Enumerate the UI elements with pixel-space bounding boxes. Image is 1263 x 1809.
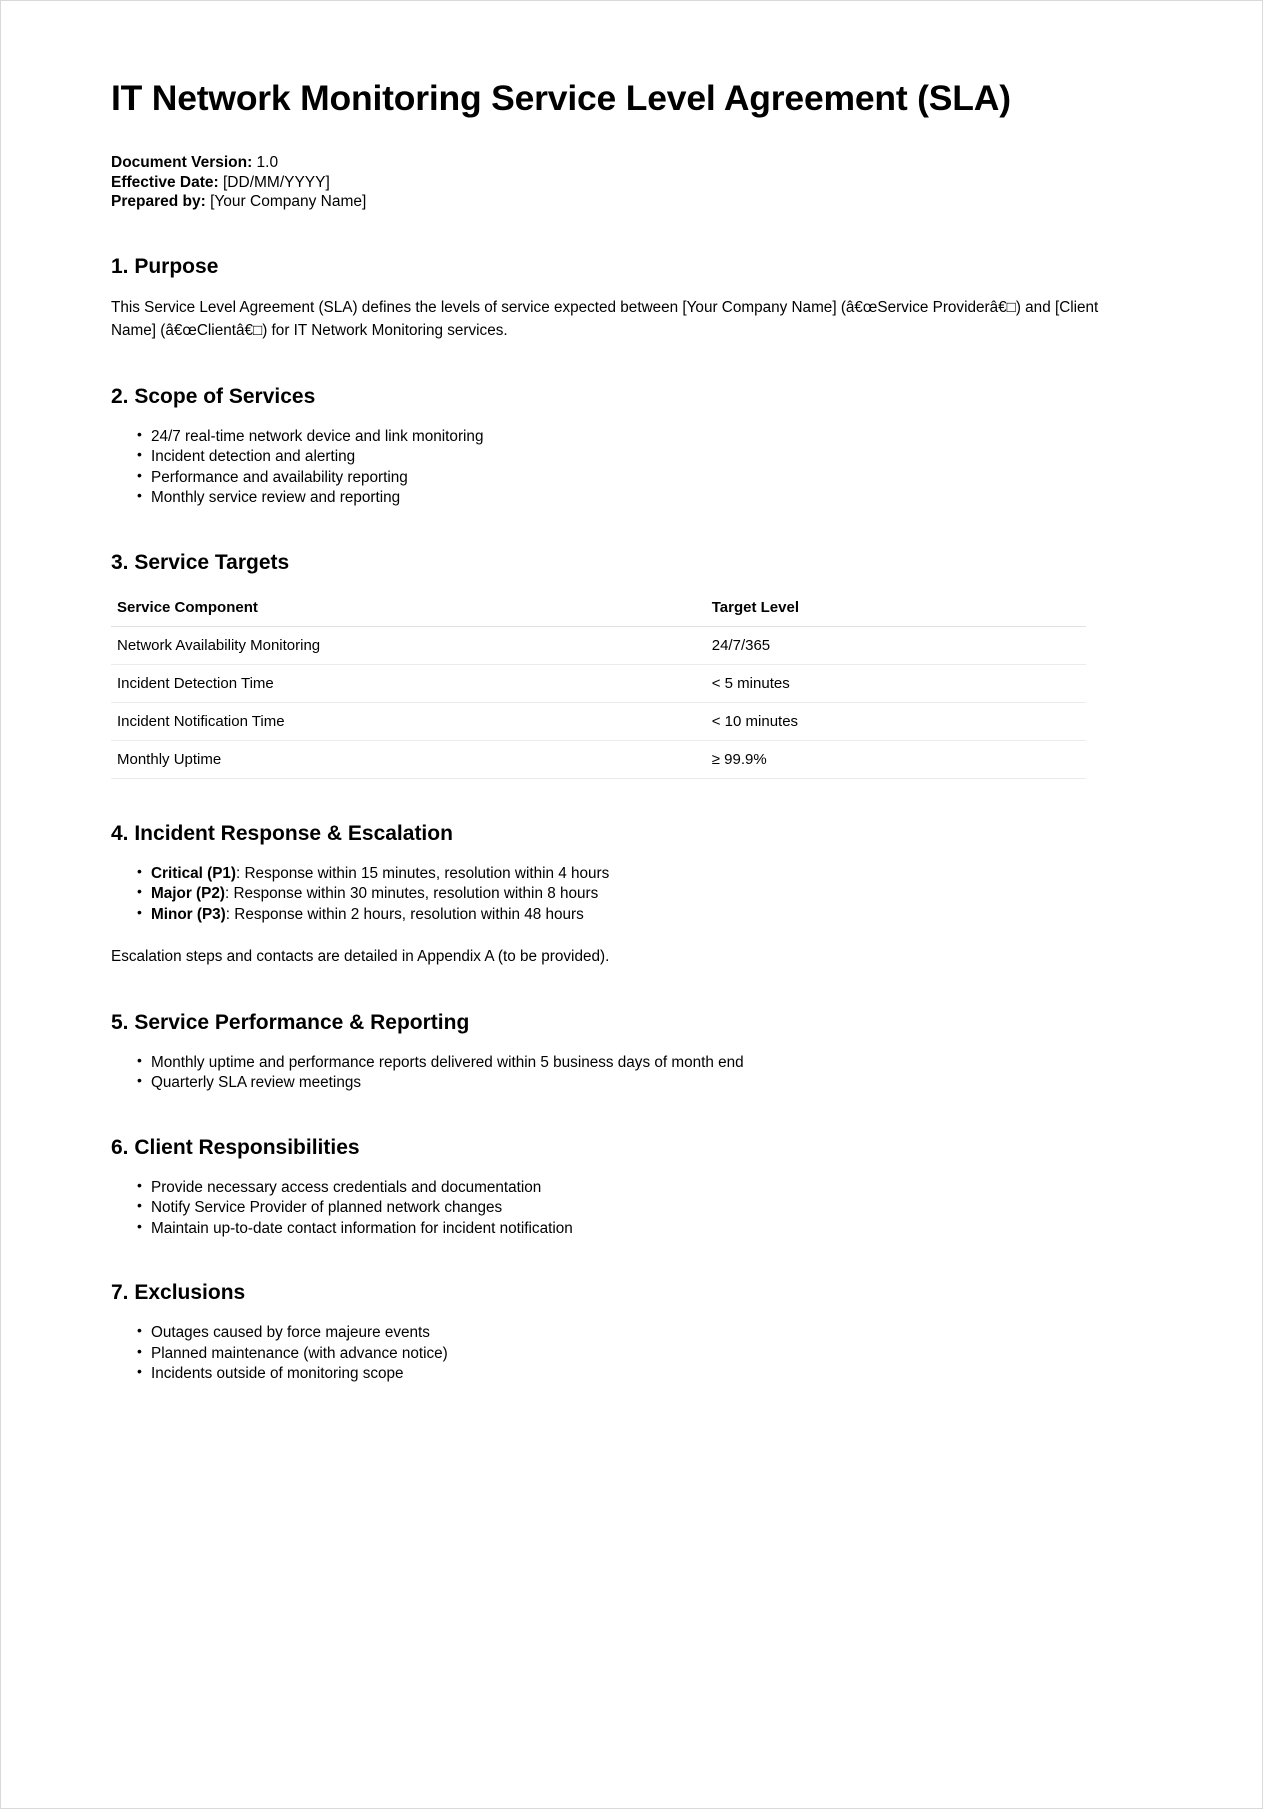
escalation-note: Escalation steps and contacts are detailed in Appendix A (to be provided). [111, 948, 610, 966]
exclusions-list [111, 1323, 1152, 1383]
list-item-lead: Critical (P1) [151, 865, 237, 883]
section-client-responsibilities [111, 1135, 1152, 1238]
escalation-list [111, 864, 1152, 924]
section-performance-reporting [111, 1010, 1152, 1093]
responsibilities-list [111, 1178, 1152, 1238]
section-purpose-paragraph: This Service Level Agreement (SLA) defines the levels of service expected between [Your Company Name] (â€œService Providerâ€□) and [Client Name] (â€œClientâ€□) for IT Network Monitoring services. [111, 299, 1099, 339]
section-scope-heading: 2. Scope of Services [111, 384, 316, 408]
section-incident-response-heading: 4. Incident Response & Escalation [111, 821, 453, 845]
section-service-targets-heading: 3. Service Targets [111, 550, 290, 574]
list-item-text: Monthly service review and reporting [151, 489, 401, 507]
list-item [137, 468, 1152, 487]
list-item-text: Planned maintenance (with advance notice) [151, 1344, 448, 1362]
metadata-version-row [111, 153, 1152, 173]
section-service-targets [111, 550, 1152, 779]
metadata-prepared-by-label: Prepared by: [111, 193, 206, 211]
section-scope [111, 384, 1152, 508]
metadata-version-value: 1.0 [252, 153, 279, 171]
page-bottom-whitespace [111, 1388, 1152, 1748]
section-performance-reporting-heading: 5. Service Performance & Reporting [111, 1010, 470, 1034]
column-header-target-level: Target Level [706, 593, 1086, 627]
list-item-text: Provide necessary access credentials and documentation [151, 1178, 542, 1196]
scope-list [111, 427, 1152, 508]
list-item [137, 1219, 1152, 1238]
reporting-list [111, 1053, 1152, 1093]
page-title: IT Network Monitoring Service Level Agreement (SLA) [111, 78, 1011, 118]
list-item [137, 1344, 1152, 1363]
cell-service-component: Incident Detection Time [111, 664, 706, 702]
list-item [137, 447, 1152, 466]
list-item-text: Incident detection and alerting [151, 448, 356, 466]
list-item-text: Quarterly SLA review meetings [151, 1074, 361, 1092]
list-item-lead: Minor (P3) [151, 905, 226, 923]
table-header-row [111, 593, 1086, 627]
section-client-responsibilities-heading: 6. Client Responsibilities [111, 1135, 360, 1159]
table-row [111, 664, 1086, 702]
list-item-text: Outages caused by force majeure events [151, 1324, 430, 1342]
cell-service-component: Network Availability Monitoring [111, 626, 706, 664]
list-item [137, 884, 1152, 903]
cell-service-component: Incident Notification Time [111, 702, 706, 740]
section-purpose [111, 254, 1152, 342]
table-head [111, 593, 1086, 627]
metadata-effective-date-label: Effective Date: [111, 173, 219, 191]
list-item [137, 905, 1152, 924]
cell-target-level: ≥ 99.9% [706, 740, 1086, 778]
cell-target-level: < 10 minutes [706, 702, 1086, 740]
list-item [137, 1053, 1152, 1072]
metadata-prepared-by-row [111, 192, 1152, 212]
list-item-text: Notify Service Provider of planned network changes [151, 1199, 503, 1217]
column-header-service-component: Service Component [111, 593, 706, 627]
section-exclusions-heading: 7. Exclusions [111, 1281, 246, 1305]
metadata-effective-date-value: [DD/MM/YYYY] [218, 173, 330, 191]
table-body [111, 626, 1086, 778]
section-exclusions [111, 1280, 1152, 1383]
list-item [137, 1364, 1152, 1383]
section-incident-response [111, 821, 1152, 968]
list-item-text: : Response within 30 minutes, resolution within 8 hours [224, 885, 599, 903]
table-row [111, 702, 1086, 740]
list-item-text: Maintain up-to-date contact information for incident notification [151, 1219, 573, 1237]
list-item [137, 1323, 1152, 1342]
metadata-version-label: Document Version: [111, 153, 253, 171]
service-targets-table [111, 593, 1086, 779]
table-row [111, 626, 1086, 664]
list-item-lead: Major (P2) [151, 885, 225, 903]
cell-service-component: Monthly Uptime [111, 740, 706, 778]
list-item-text: 24/7 real-time network device and link monitoring [151, 427, 484, 445]
list-item-text: : Response within 2 hours, resolution within 48 hours [225, 905, 584, 923]
list-item [137, 427, 1152, 446]
cell-target-level: 24/7/365 [706, 626, 1086, 664]
metadata-effective-date-row [111, 173, 1152, 193]
table-row [111, 740, 1086, 778]
list-item-text: Monthly uptime and performance reports delivered within 5 business days of month end [151, 1053, 744, 1071]
document-metadata [111, 153, 1152, 212]
section-purpose-heading: 1. Purpose [111, 255, 219, 279]
list-item [137, 488, 1152, 507]
list-item-text: Incidents outside of monitoring scope [151, 1365, 404, 1383]
metadata-prepared-by-value: [Your Company Name] [205, 193, 367, 211]
list-item-text: Performance and availability reporting [151, 468, 408, 486]
list-item [137, 1198, 1152, 1217]
list-item [137, 1073, 1152, 1092]
list-item [137, 1178, 1152, 1197]
list-item-text: : Response within 15 minutes, resolution within 4 hours [236, 865, 610, 883]
list-item [137, 864, 1152, 883]
cell-target-level: < 5 minutes [706, 664, 1086, 702]
